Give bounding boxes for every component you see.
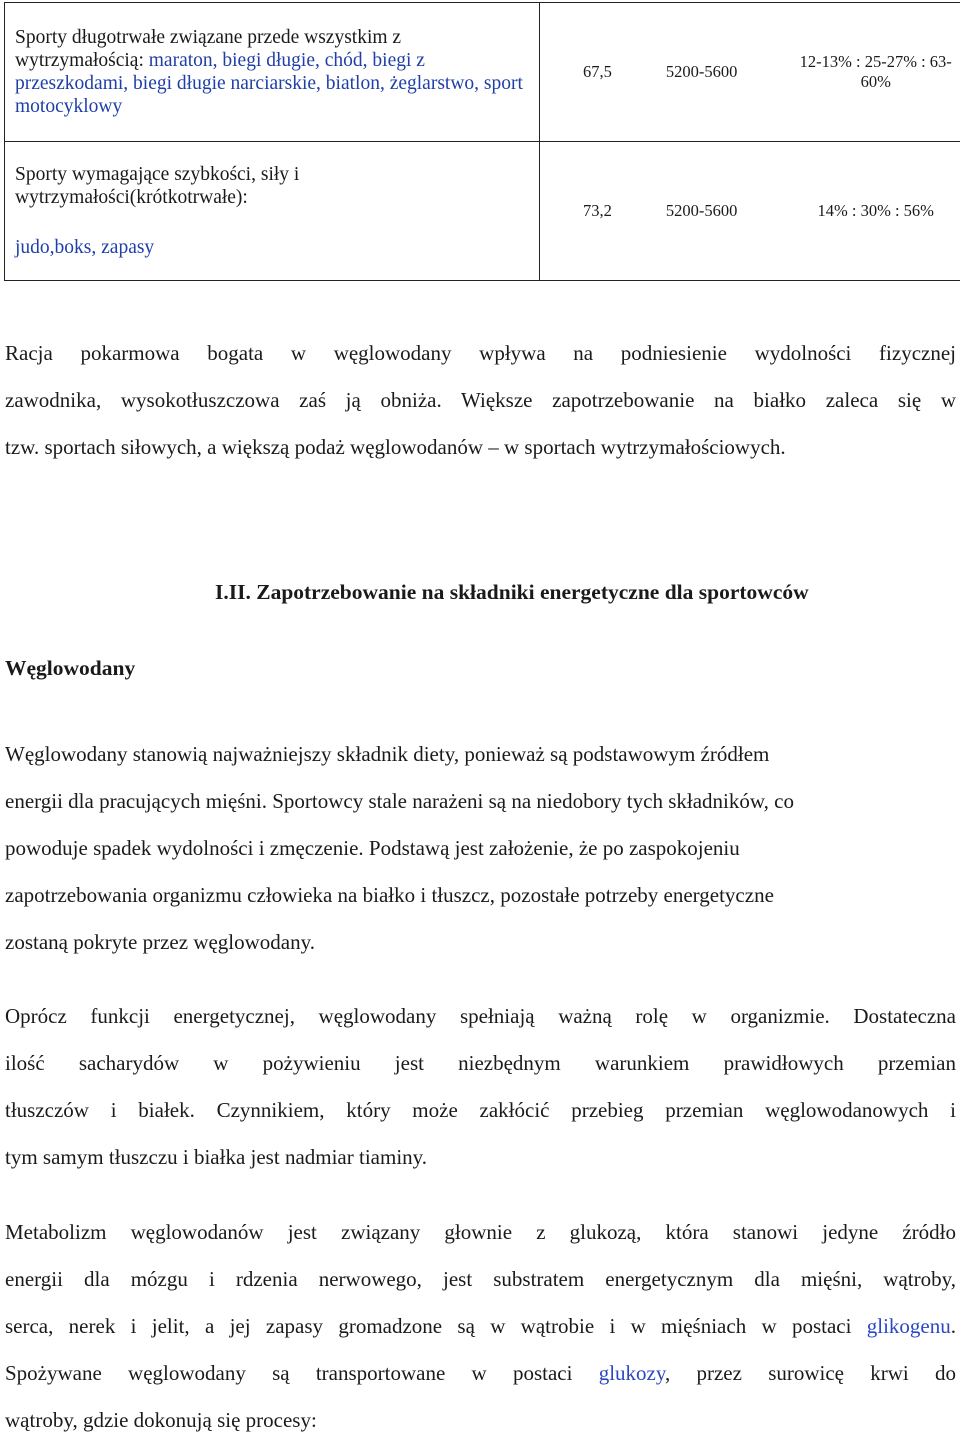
paragraph-line: tłuszczów i białek. Czynnikiem, który może zakłócić przebieg przemian węglowodanowych i	[5, 1087, 956, 1134]
sport-category-line: wytrzymałości(krótkotrwałe):	[15, 186, 529, 209]
paragraph-line	[5, 1303, 956, 1350]
paragraph-line: Racja pokarmowa bogata w węglowodany wpływa na podniesienie wydolności fizycznej	[5, 330, 956, 377]
paragraph-line: zapotrzebowania organizmu człowieka na białko i tłuszcz, pozostałe potrzeby energetyczne	[5, 872, 956, 919]
nutrient-ratio: 14% : 30% : 56%	[791, 201, 960, 221]
paragraph-line	[5, 1350, 956, 1397]
sport-description-cell	[5, 142, 540, 281]
sport-value: 67,5	[540, 62, 612, 82]
glucose-link[interactable]: glukozy	[599, 1361, 665, 1385]
text-fragment: serca, nerek i jelit, a jej zapasy gromadzone są w wątrobie i w mięśniach w postaci	[5, 1314, 867, 1338]
paragraph-line: wątroby, gdzie dokonują się procesy:	[5, 1397, 956, 1444]
section-heading: I.II. Zapotrzebowanie na składniki energetyczne dla sportowców	[0, 580, 960, 605]
paragraph-line: tzw. sportach siłowych, a większą podaż węglowodanów – w sportach wytrzymałościowych.	[5, 424, 956, 471]
paragraph-line: ilość sacharydów w pożywieniu jest niezbędnym warunkiem prawidłowych przemian	[5, 1040, 956, 1087]
text-fragment: .	[951, 1314, 956, 1338]
paragraph-line: Oprócz funkcji energetycznej, węglowodany spełniają ważną rolę w organizmie. Dostateczna	[5, 993, 956, 1040]
energy-range: 5200-5600	[612, 62, 792, 82]
paragraph-line: Węglowodany stanowią najważniejszy składnik diety, ponieważ są podstawowym źródłem	[5, 731, 956, 778]
paragraph-metabolism	[5, 1209, 956, 1444]
table-row	[5, 3, 960, 142]
energy-range: 5200-5600	[612, 201, 792, 221]
text-fragment: , przez surowicę krwi do	[665, 1361, 956, 1385]
paragraph-line: zostaną pokryte przez węglowodany.	[5, 919, 956, 966]
nutrient-ratio: 12-13% : 25-27% : 63-60%	[791, 52, 960, 92]
sport-value: 73,2	[540, 201, 612, 221]
glycogen-link[interactable]: glikogenu	[867, 1314, 951, 1338]
sport-category-text: Sporty długotrwałe związane przede wszystkim z wytrzymałością:	[15, 27, 401, 71]
paragraph-diet	[5, 330, 956, 471]
sport-examples-text: judo,boks, zapasy	[15, 236, 529, 259]
paragraph-line: energii dla pracujących mięśni. Sportowcy stale narażeni są na niedobory tych składników, co	[5, 778, 956, 825]
sport-values-cell	[540, 142, 960, 281]
sport-examples-text: maraton, biegi długie, chód, biegi z przeszkodami, biegi długie narciarskie, biatlon, żeglarstwo, sport motocyklowy	[15, 50, 523, 117]
sport-category-line: Sporty wymagające szybkości, siły i	[15, 163, 529, 186]
text-fragment: Spożywane węglowodany są transportowane w postaci	[5, 1361, 599, 1385]
paragraph-line: Metabolizm węglowodanów jest związany głownie z glukozą, która stanowi jedyne źródło	[5, 1209, 956, 1256]
table-row	[5, 142, 960, 281]
sport-description-cell	[5, 3, 540, 142]
paragraph-line: zawodnika, wysokotłuszczowa zaś ją obniża. Większe zapotrzebowanie na białko zaleca się w	[5, 377, 956, 424]
paragraph-carbohydrates-function	[5, 993, 956, 1181]
paragraph-line: tym samym tłuszczu i białka jest nadmiar tiaminy.	[5, 1134, 956, 1181]
paragraph-line: powoduje spadek wydolności i zmęczenie. Podstawą jest założenie, że po zaspokojeniu	[5, 825, 956, 872]
sports-table	[4, 2, 960, 281]
subheading-carbohydrates: Węglowodany	[5, 656, 135, 681]
paragraph-line: energii dla mózgu i rdzenia nerwowego, jest substratem energetycznym dla mięśni, wątroby,	[5, 1256, 956, 1303]
sport-values-cell	[540, 3, 960, 142]
paragraph-carbohydrates-importance	[5, 731, 956, 966]
